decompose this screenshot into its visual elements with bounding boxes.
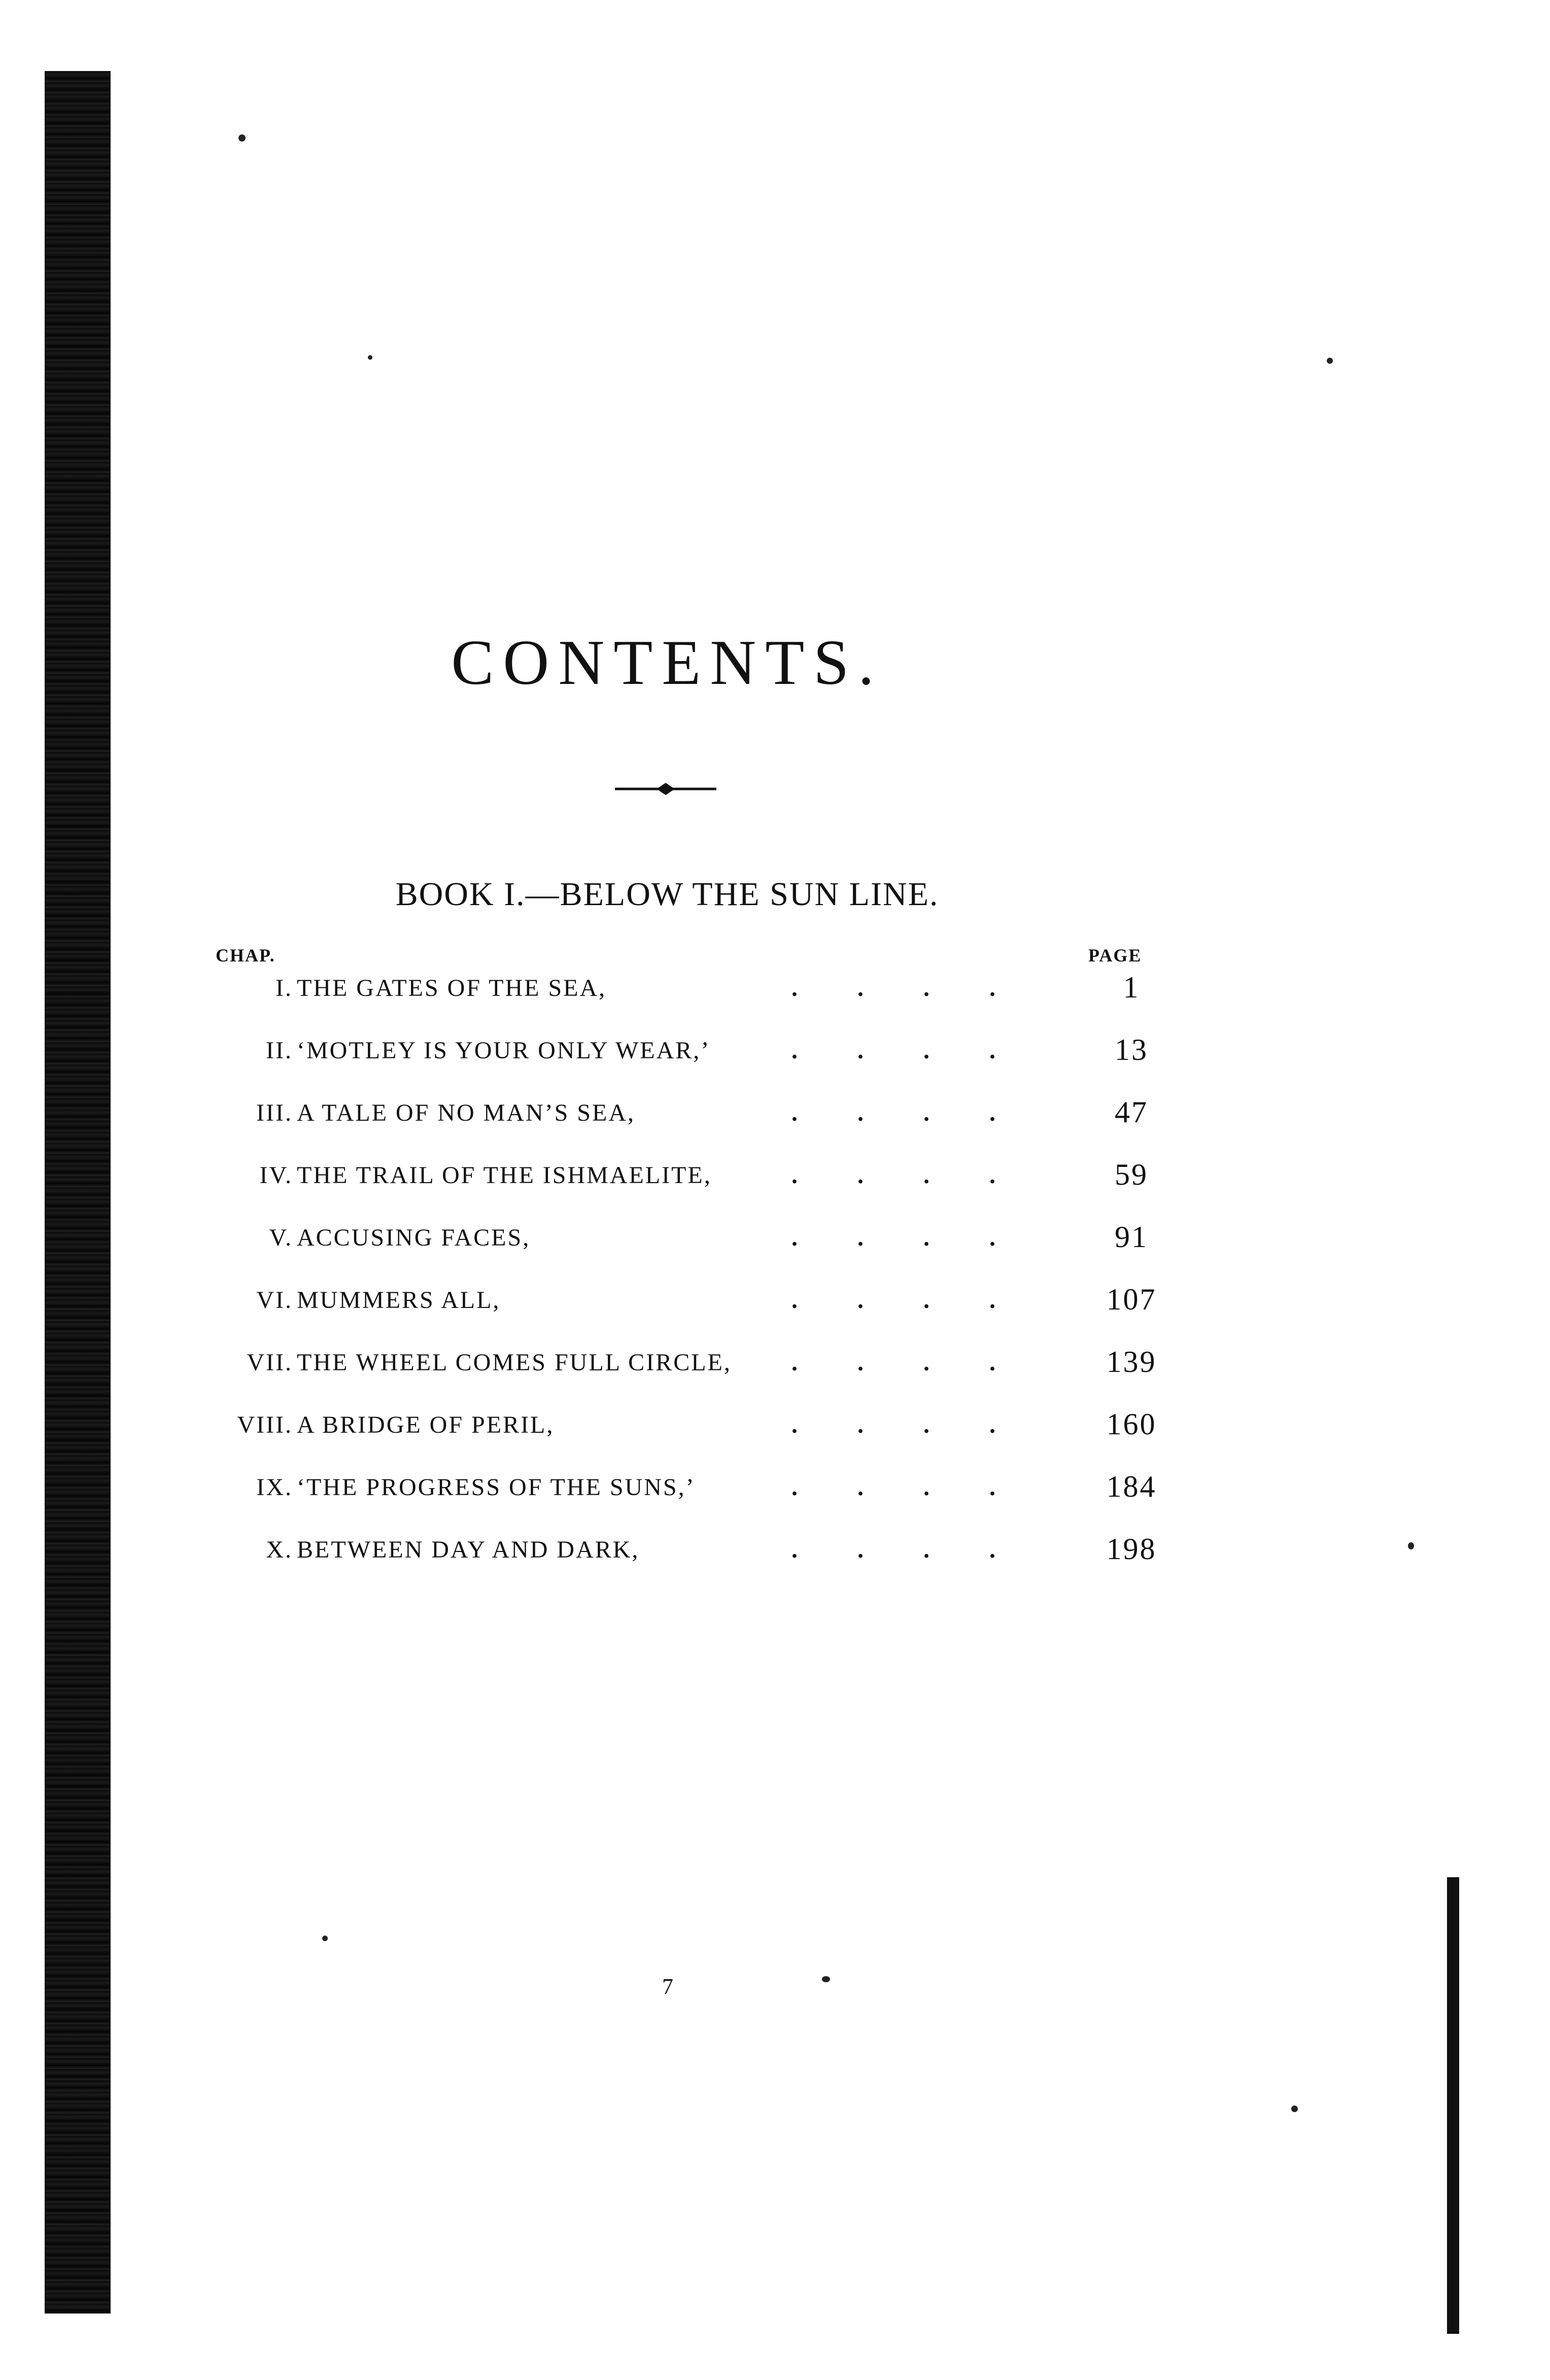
chapter-title: THE GATES OF THE SEA, [297, 975, 607, 1002]
chapter-page: 184 [1106, 1470, 1157, 1503]
toc-row [0, 1158, 1550, 1217]
leader-dot: . [791, 975, 798, 1002]
page-column-header: PAGE [1088, 945, 1142, 965]
dot-leader [791, 1349, 1055, 1376]
dot-leader [791, 974, 1055, 1002]
leader-dot: . [923, 1162, 929, 1189]
speck [1291, 2106, 1298, 2112]
speck [368, 355, 372, 360]
page-number: 7 [662, 1974, 673, 1999]
leader-dot: . [791, 1037, 798, 1064]
dot-leader [791, 1536, 1055, 1564]
dot-leader [791, 1411, 1055, 1439]
chapter-page: 160 [1106, 1407, 1157, 1441]
chapter-number: X. [266, 1536, 293, 1563]
chapter-number: I. [275, 975, 293, 1002]
leader-dot: . [923, 975, 929, 1002]
leader-dot: . [989, 1474, 995, 1501]
leader-dot: . [989, 1287, 995, 1314]
leader-dot: . [989, 1162, 995, 1189]
speck [1327, 358, 1333, 364]
chapter-number: IX. [256, 1474, 293, 1501]
chapter-number: II. [266, 1037, 293, 1064]
chapter-number: VII. [247, 1349, 293, 1376]
toc-row [0, 1283, 1550, 1342]
leader-dot: . [989, 1099, 995, 1126]
ornament-rule-icon [615, 779, 716, 799]
leader-dot: . [989, 1536, 995, 1563]
chapter-number: V. [269, 1224, 293, 1251]
dot-leader [791, 1473, 1055, 1501]
leader-dot: . [791, 1287, 798, 1314]
leader-dot: . [989, 1224, 995, 1251]
toc-row [0, 971, 1550, 1030]
leader-dot: . [857, 1287, 864, 1314]
chapter-page: 59 [1115, 1158, 1148, 1191]
toc-row [0, 1033, 1550, 1092]
chapter-page: 13 [1115, 1033, 1148, 1066]
toc-row [0, 1532, 1550, 1592]
chapter-number: VI. [256, 1287, 293, 1314]
leader-dot: . [989, 1411, 995, 1438]
leader-dot: . [923, 1037, 929, 1064]
book-heading: BOOK I.—BELOW THE SUN LINE. [395, 876, 939, 913]
speck [822, 1976, 830, 1982]
leader-dot: . [791, 1536, 798, 1563]
dot-leader [791, 1224, 1055, 1252]
chapter-page: 198 [1106, 1532, 1157, 1566]
leader-dot: . [791, 1099, 798, 1126]
leader-dot: . [857, 1224, 864, 1251]
leader-dot: . [857, 1162, 864, 1189]
chapter-number: III. [256, 1099, 293, 1126]
chapter-page: 47 [1115, 1095, 1148, 1129]
leader-dot: . [857, 1411, 864, 1438]
leader-dot: . [791, 1411, 798, 1438]
toc-row [0, 1345, 1550, 1404]
leader-dot: . [857, 1536, 864, 1563]
leader-dot: . [857, 1099, 864, 1126]
leader-dot: . [857, 975, 864, 1002]
chapter-number: VIII. [237, 1411, 293, 1438]
leader-dot: . [791, 1224, 798, 1251]
chapter-title: ‘THE PROGRESS OF THE SUNS,’ [297, 1474, 696, 1501]
leader-dot: . [791, 1162, 798, 1189]
chapter-title: ‘MOTLEY IS YOUR ONLY WEAR,’ [297, 1037, 711, 1064]
toc-row [0, 1407, 1550, 1467]
leader-dot: . [923, 1536, 929, 1563]
chapter-title: MUMMERS ALL, [297, 1287, 501, 1314]
chapter-page: 91 [1115, 1220, 1148, 1254]
chapter-page: 139 [1106, 1345, 1157, 1378]
dot-leader [791, 1286, 1055, 1314]
chapter-title: A BRIDGE OF PERIL, [297, 1411, 555, 1438]
page-title: CONTENTS. [451, 628, 883, 698]
leader-dot: . [791, 1474, 798, 1501]
leader-dot: . [923, 1287, 929, 1314]
speck [238, 134, 246, 142]
chapter-title: BETWEEN DAY AND DARK, [297, 1536, 640, 1563]
chapter-title: A TALE OF NO MAN’S SEA, [297, 1099, 635, 1126]
toc-row [0, 1220, 1550, 1280]
chapter-title: THE TRAIL OF THE ISHMAELITE, [297, 1162, 712, 1189]
leader-dot: . [857, 1037, 864, 1064]
chapter-page: 107 [1106, 1283, 1157, 1316]
leader-dot: . [923, 1224, 929, 1251]
toc-row [0, 1095, 1550, 1155]
leader-dot: . [923, 1099, 929, 1126]
leader-dot: . [923, 1349, 929, 1376]
leader-dot: . [791, 1349, 798, 1376]
chapter-page: 1 [1123, 971, 1140, 1004]
leader-dot: . [923, 1411, 929, 1438]
toc-row [0, 1470, 1550, 1529]
chapter-title: ACCUSING FACES, [297, 1224, 531, 1251]
dot-leader [791, 1161, 1055, 1189]
chapter-title: THE WHEEL COMES FULL CIRCLE, [297, 1349, 732, 1376]
leader-dot: . [857, 1474, 864, 1501]
leader-dot: . [857, 1349, 864, 1376]
chapter-number: IV. [259, 1162, 293, 1189]
chapter-column-header: CHAP. [216, 945, 275, 965]
dot-leader [791, 1099, 1055, 1127]
speck [322, 1936, 328, 1941]
leader-dot: . [923, 1474, 929, 1501]
leader-dot: . [989, 1037, 995, 1064]
leader-dot: . [989, 1349, 995, 1376]
leader-dot: . [989, 975, 995, 1002]
page-edge-shadow [1447, 1877, 1459, 2334]
speck [1408, 1542, 1414, 1549]
dot-leader [791, 1037, 1055, 1064]
